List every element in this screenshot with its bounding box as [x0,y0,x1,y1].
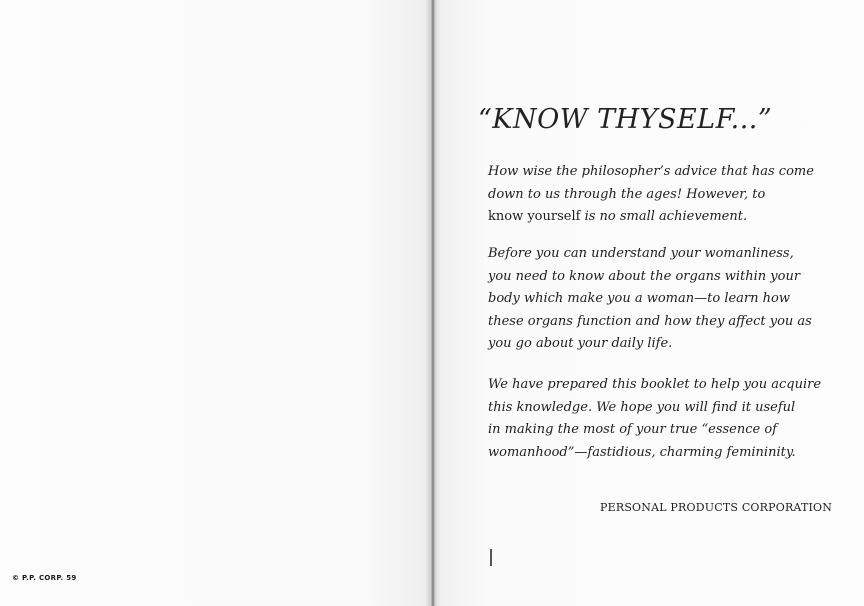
intro-line-2: down to us through the ages! However, to [488,186,766,202]
print-mark [490,549,492,566]
body-line-3: body which make you a woman—to learn how [488,291,790,306]
copyright-notice: © P.P. CORP. 59 [12,574,77,582]
body-line-5: you go about your daily life. [488,336,673,351]
intro-paragraph [488,161,828,229]
closing-line-1: We have prepared this booklet to help you acquire [488,377,822,392]
page-title: “KNOW THYSELF...” [478,104,773,135]
closing-line-3: in making the most of your true “essence of [488,422,777,437]
left-page [0,0,428,606]
closing-line-4: womanhood”—fastidious, charming femininity. [488,444,796,460]
closing-paragraph [488,374,828,464]
body-line-4: these organs function and how they affect you as [488,313,812,329]
body-paragraph [488,243,828,356]
corporation-signature: PERSONAL PRODUCTS CORPORATION [600,501,833,514]
intro-line-3-roman: know yourself [488,209,581,224]
intro-line-3 [488,206,828,229]
closing-line-2: this knowledge. We hope you will find it useful [488,399,796,415]
body-line-2: you need to know about the organs within your [488,268,801,284]
book-gutter [426,0,440,606]
intro-line-3-italic: is no small achievement. [580,209,748,224]
body-line-1: Before you can understand your womanliness, [488,246,794,261]
intro-line-1: How wise the philosopher’s advice that has come [488,164,814,179]
